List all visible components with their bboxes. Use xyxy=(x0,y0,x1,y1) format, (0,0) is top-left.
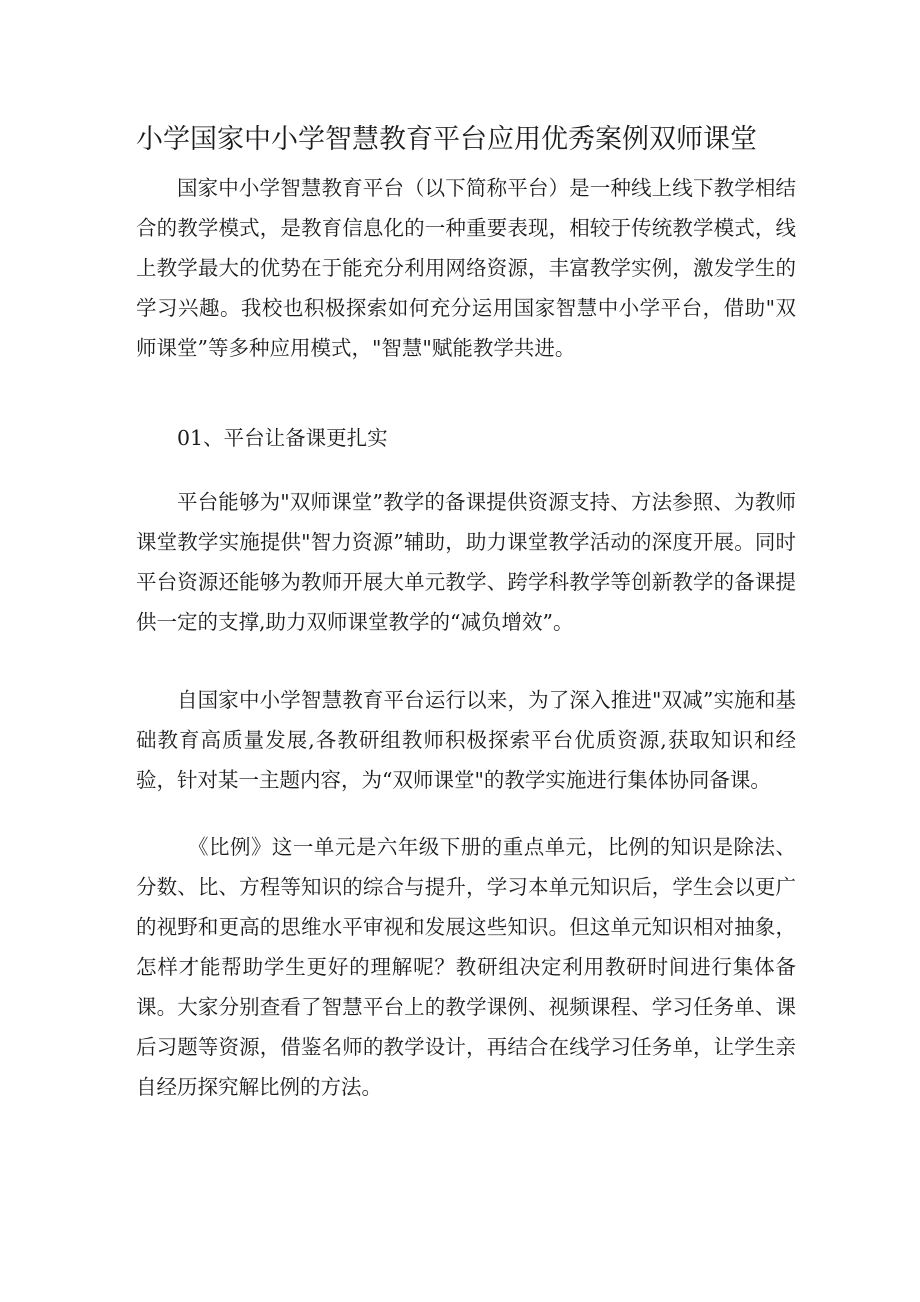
body-paragraph: 《比例》这一单元是六年级下册的重点单元，比例的知识是除法、分数、比、方程等知识的综合与提升，学习本单元知识后，学生会以更广的视野和更高的思维水平审视和发展这些知识。但这单元知识相对抽象，怎样才能帮助学生更好的理解呢？教研组决定利用教研时间进行集体备课。大家分别查看了智慧平台上的教学课例、视频课程、学习任务单、课后习题等资源，借鉴名师的教学设计，再结合在线学习任务单，让学生亲自经历探究解比例的方法。 xyxy=(136,835,796,1099)
body-paragraph: 平台能够为"双师课堂”教学的备课提供资源支持、方法参照、为教师课堂教学实施提供"智力资源”辅助，助力课堂教学活动的深度开展。同时平台资源还能够为教师开展大单元教学、跨学科教学等创新教学的备课提供一定的支撑,助力双师课堂教学的“减负增效”。 xyxy=(136,490,796,634)
document-title: 小学国家中小学智慧教育平台应用优秀案例双师课堂 xyxy=(136,124,757,155)
body-paragraph: 自国家中小学智慧教育平台运行以来，为了深入推进"双减”实施和基础教育高质量发展,各教研组教师积极探索平台优质资源,获取知识和经验，针对某一主题内容，为“双师课堂"的教学实施进行集体协同备课。 xyxy=(136,688,796,792)
section-heading: 01、平台让备课更扎实 xyxy=(177,426,388,450)
intro-paragraph: 国家中小学智慧教育平台（以下简称平台）是一种线上线下教学相结合的教学模式，是教育信息化的一种重要表现，相较于传统教学模式，线上教学最大的优势在于能充分利用网络资源，丰富教学实例，激发学生的学习兴趣。我校也积极探索如何充分运用国家智慧中小学平台，借助"双师课堂”等多种应用模式，"智慧"赋能教学共进。 xyxy=(136,176,796,360)
